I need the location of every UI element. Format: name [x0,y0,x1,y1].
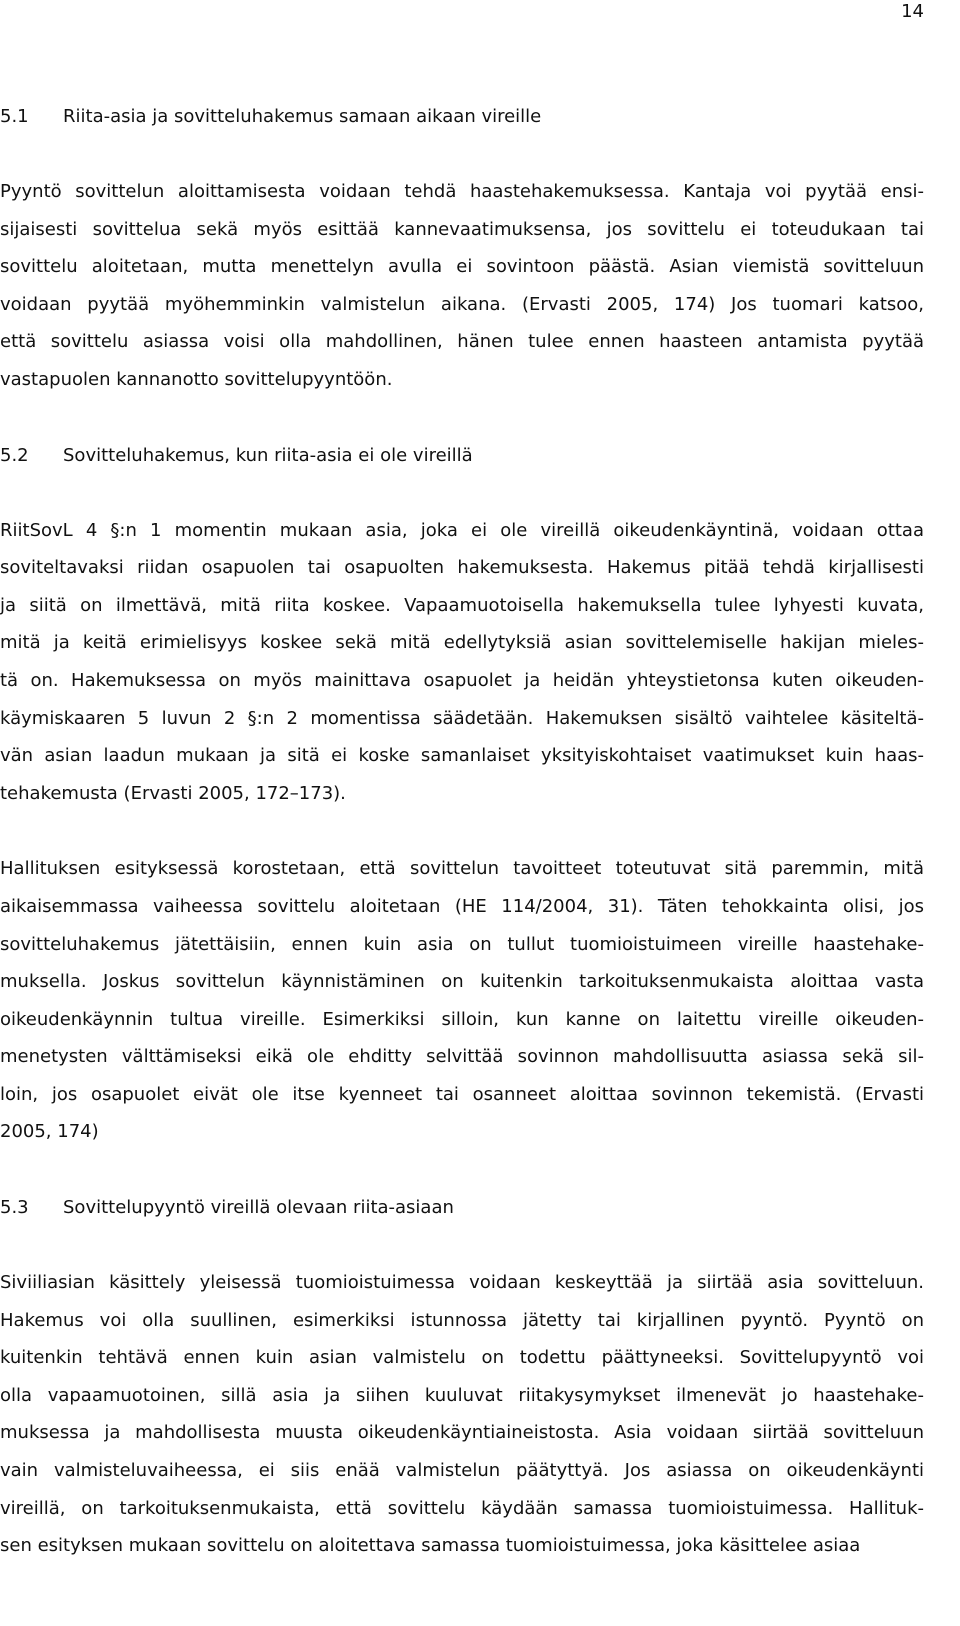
text-line: loin, jos osapuolet eivät ole itse kyenneet tai osanneet aloittaa sovinnon tekemistä. (Ervasti [0,1083,924,1105]
page-number: 14 [901,1,924,22]
text-line: että sovittelu asiassa voisi olla mahdollinen, hänen tulee ennen haasteen antamista pyytää [0,331,924,353]
text-line: oikeudenkäynnin tultua vireille. Esimerkiksi silloin, kun kanne on laitettu vireille oikeuden- [0,1008,924,1030]
text-line: Hallituksen esityksessä korostetaan, että sovittelun tavoitteet toteutuvat sitä paremmin, mitä [0,858,924,880]
text-line: vireillä, on tarkoituksenmukaista, että sovittelu käydään samassa tuomioistuimessa. Hallituk- [0,1497,924,1519]
text-line: sen esityksen mukaan sovittelu on aloitettava samassa tuomioistuimessa, joka käsittelee asiaa [0,1535,861,1557]
text-line: Hakemus voi olla suullinen, esimerkiksi istunnossa jätetty tai kirjallinen pyyntö. Pyyntö on [0,1309,924,1331]
text-line: aikaisemmassa vaiheessa sovittelu aloitetaan (HE 114/2004, 31). Täten tehokkainta olisi, jos [0,895,924,917]
text-line: vastapuolen kannanotto sovittelupyyntöön. [0,368,393,390]
text-line: mitä ja keitä erimielisyys koskee sekä mitä edellytyksiä asian sovittelemiselle hakijan mieles- [0,632,924,654]
section-heading [0,1189,924,1226]
section-title: Riita-asia ja sovitteluhakemus samaan aikaan vireille [63,106,542,127]
text-line: vain valmisteluvaiheessa, ei siis enää valmistelun päätyttyä. Jos asiassa on oikeudenkäynti [0,1460,924,1482]
text-line: soviteltavaksi riidan osapuolen tai osapuolten hakemuksesta. Hakemus pitää tehdä kirjallisesti [0,557,924,579]
section-heading [0,437,924,474]
text-line: kuitenkin tehtävä ennen kuin asian valmistelu on todettu päättyneeksi. Sovittelupyyntö voi [0,1347,924,1369]
text-line: tehakemusta (Ervasti 2005, 172–173). [0,782,346,804]
text-line: muksella. Joskus sovittelun käynnistäminen on kuitenkin tarkoituksenmukaista aloittaa vasta [0,971,924,993]
section-title: Sovittelupyyntö vireillä olevaan riita-asiaan [63,1197,454,1219]
text-line: olla vapaamuotoinen, sillä asia ja siihen kuuluvat riitakysymykset ilmenevät jo haastehake- [0,1384,924,1406]
text-line: Pyyntö sovittelun aloittamisesta voidaan tehdä haastehakemuksessa. Kantaja voi pyytää ensi- [0,181,924,202]
text-line: menetysten välttämiseksi eikä ole ehditty selvittää sovinnon mahdollisuutta asiassa sekä sil- [0,1046,924,1068]
text-line: Siviiliasian käsittely yleisessä tuomioistuimessa voidaan keskeyttää ja siirtää asia sovitteluun. [0,1272,924,1294]
section-title: Sovitteluhakemus, kun riita-asia ei ole vireillä [63,444,473,466]
text-line: sijaisesti sovittelua sekä myös esittää kannevaatimuksensa, jos sovittelu ei toteudukaan tai [0,218,924,240]
text-line: sovitteluhakemus jätettäisiin, ennen kuin asia on tullut tuomioistuimeen vireille haastehake- [0,933,924,955]
text-line: sovittelu aloitetaan, mutta menettelyn avulla ei sovintoon päästä. Asian viemistä sovitteluun [0,256,924,278]
document-body [0,98,924,1565]
text-line: tä on. Hakemuksessa on myös mainittava osapuolet ja heidän yhteystietonsa kuten oikeuden- [0,669,924,691]
section-number: 5.1 [0,106,29,127]
paragraph [0,173,924,399]
paragraph [0,1264,924,1565]
text-line: käymiskaaren 5 luvun 2 §:n 2 momentissa säädetään. Hakemuksen sisältö vaihtelee käsiteltä- [0,707,924,729]
text-line: voidaan pyytää myöhemminkin valmistelun aikana. (Ervasti 2005, 174) Jos tuomari katsoo, [0,293,924,315]
section-number: 5.3 [0,1197,29,1219]
text-line: 2005, 174) [0,1121,99,1143]
paragraph [0,512,924,813]
paragraph [0,850,924,1151]
section-heading [0,98,924,135]
text-line: ja siitä on ilmettävä, mitä riita koskee. Vapaamuotoisella hakemuksella tulee lyhyesti kuvata, [0,594,924,616]
text-line: muksessa ja mahdollisesta muusta oikeudenkäyntiaineistosta. Asia voidaan siirtää sovitteluun [0,1422,924,1444]
text-line: vän asian laadun mukaan ja sitä ei koske samanlaiset yksityiskohtaiset vaatimukset kuin haas- [0,745,924,767]
text-line: RiitSovL 4 §:n 1 momentin mukaan asia, joka ei ole vireillä oikeudenkäyntinä, voidaan ottaa [0,519,924,541]
section-number: 5.2 [0,444,29,466]
